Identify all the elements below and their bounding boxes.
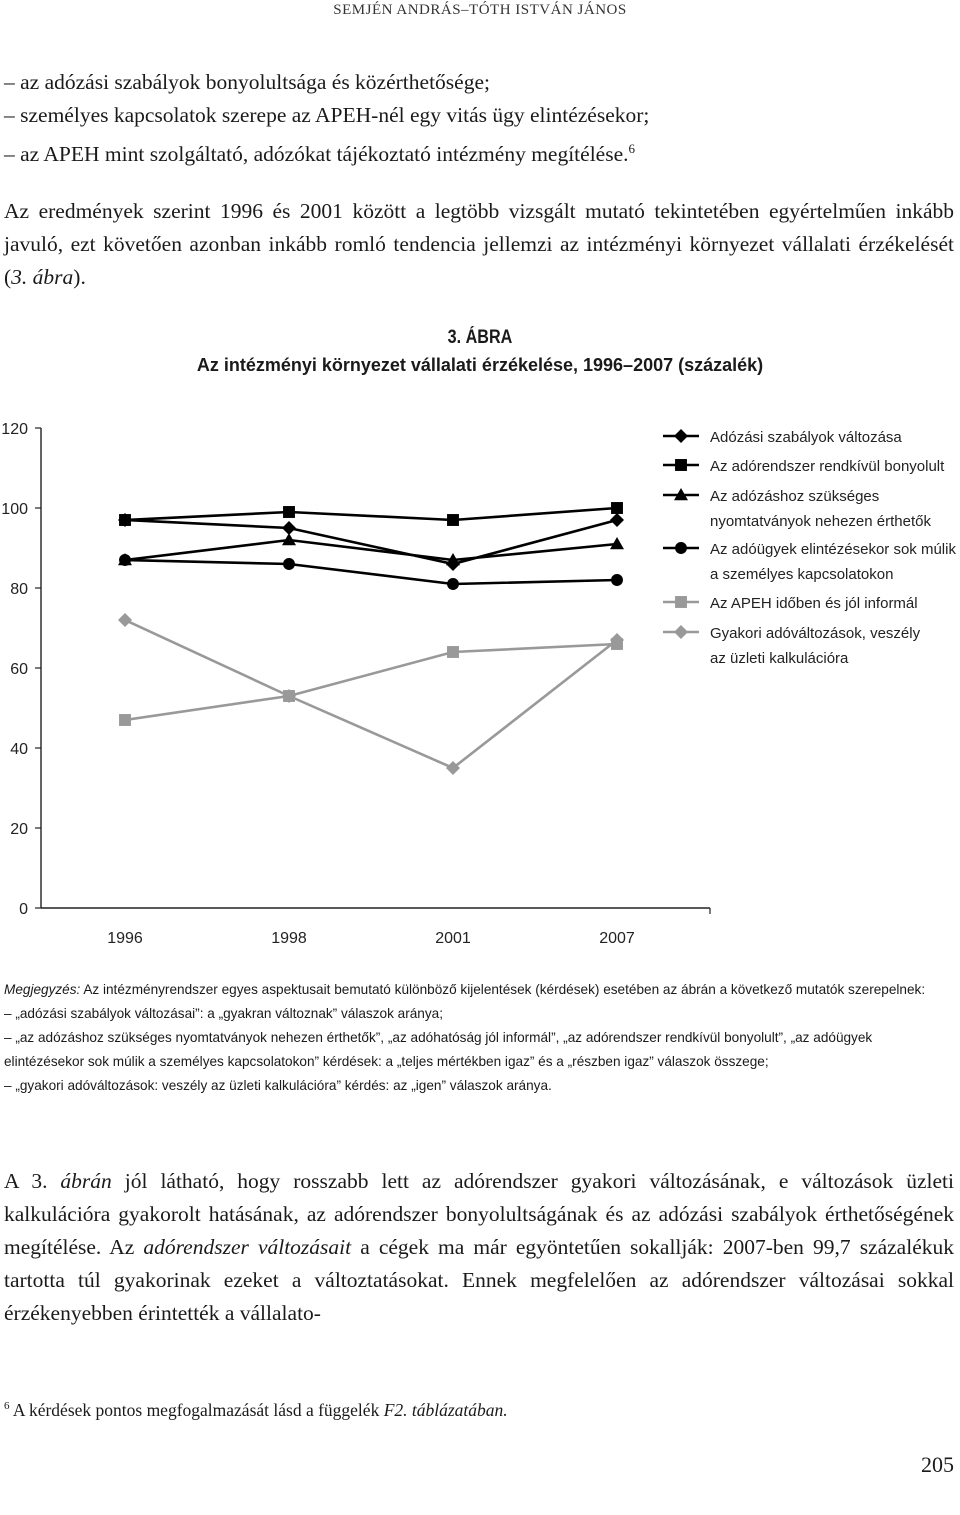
figure-label: 3. ÁBRA	[447, 327, 513, 348]
data-point-square	[447, 514, 459, 526]
data-point-square	[447, 646, 459, 658]
note-line	[4, 978, 954, 1002]
figure-title: Az intézményi környezet vállalati érzékelése, 1996–2007 (százalék)	[196, 355, 764, 375]
y-tick-label: 40	[10, 741, 28, 758]
data-point-diamond	[118, 613, 132, 627]
data-point-triangle	[610, 537, 624, 549]
emphasis: adórendszer változásait	[143, 1235, 352, 1259]
paragraph-text: jól látható, hogy rosszabb lett az adórendszer gyakori változásának, e változások üzleti kalkulációra gyakorolt hatásának, az adórendszer bonyolultságának és az adózási szabályok érthetőségének megítélése. Az	[4, 1169, 955, 1259]
legend-label: Az adórendszer rendkívül bonyolult	[710, 458, 945, 475]
bullet-text: – az APEH mint szolgáltató, adózókat tájékoztató intézmény megítélése.	[4, 142, 629, 167]
data-point-diamond	[610, 513, 624, 527]
y-tick-label: 0	[19, 901, 28, 918]
legend-label: Adózási szabályok változása	[710, 429, 902, 446]
legend-label: Gyakori adóváltozások, veszély	[710, 625, 921, 642]
note-line: elintézésekor sok múlik a személyes kapcsolatokon” kérdések: a „teljes mértékben igaz” és a „részben igaz” válaszok összege;	[4, 1054, 769, 1069]
series-line	[125, 540, 617, 560]
paragraph-text: A 3.	[4, 1169, 61, 1193]
figure-note	[4, 978, 954, 1098]
legend-label: Az adóügyek elintézésekor sok múlik	[710, 541, 956, 558]
paragraph-text: Az eredmények szerint 1996 és 2001 között a legtöbb vizsgált mutató tekintetében egyértelműen inkább javuló, ezt követően azonban inkább romló tendencia jellemzi az intézményi környezet vállalati érzékelését (	[4, 199, 954, 289]
x-tick-label: 2001	[435, 930, 471, 947]
data-point-square	[119, 714, 131, 726]
data-point-square	[119, 514, 131, 526]
series-line	[125, 620, 617, 768]
figure-reference: 3. ábra	[11, 265, 74, 289]
data-point-diamond	[282, 521, 296, 535]
y-tick-label: 80	[10, 581, 28, 598]
note-text: Az intézményrendszer egyes aspektusait bemutató különböző kijelentések (kérdések) esetében az ábrán a következő mutatók szerepelnek:	[80, 982, 926, 997]
legend-label: nyomtatványok nehezen érthetők	[710, 513, 931, 530]
paragraph	[4, 195, 954, 294]
bullet-item: – személyes kapcsolatok szerepe az APEH-nél egy vitás ügy elintézésekor;	[4, 103, 650, 127]
bullet-item: – az adózási szabályok bonyolultsága és közérthetősége;	[4, 70, 490, 94]
data-point-circle	[611, 574, 623, 586]
data-point-circle	[119, 554, 131, 566]
paragraph-end: ).	[73, 265, 86, 289]
bullet-list	[4, 66, 954, 171]
y-tick-label: 120	[1, 421, 28, 438]
x-tick-label: 2007	[599, 930, 635, 947]
x-tick-label: 1998	[271, 930, 307, 947]
data-point-diamond	[674, 429, 688, 443]
footnote-number: 6	[4, 1400, 10, 1413]
data-point-square	[611, 502, 623, 514]
page-number: 205	[921, 1452, 954, 1477]
legend-label: Az adózáshoz szükséges	[710, 488, 880, 505]
data-point-triangle	[282, 533, 296, 545]
series-line	[125, 560, 617, 584]
footnote-ref: 6	[628, 141, 635, 156]
line-chart	[0, 405, 960, 965]
y-tick-label: 100	[1, 501, 28, 518]
figure-reference: ábrán	[60, 1169, 112, 1193]
footnote-reference: F2. táblázatában.	[383, 1400, 508, 1420]
paragraph-text: a cégek ma már egyöntetűen sokallják: 2007-ben 99,7 százalékuk tartotta túl gyakorinak ezeket a változtatásokat. Ennek megfelelően az adórendszer változásai sokkal érzékenyebben érintették a vállalato-	[4, 1235, 954, 1325]
y-tick-label: 60	[10, 661, 28, 678]
y-tick-label: 20	[10, 821, 28, 838]
bullet-item	[4, 132, 954, 171]
series-line	[125, 508, 617, 520]
data-point-diamond	[674, 625, 688, 639]
note-line: – „adózási szabályok változásai”: a „gyakran változnak” válaszok aránya;	[4, 1006, 443, 1021]
footnote-text: A kérdések pontos megfogalmazását lásd a függelék	[9, 1400, 384, 1420]
legend-label: az üzleti kalkulációra	[710, 650, 849, 667]
footnote	[4, 1400, 508, 1421]
legend-label: Az APEH időben és jól informál	[710, 595, 918, 612]
running-header: SEMJÉN ANDRÁS–TÓTH ISTVÁN JÁNOS	[333, 2, 627, 18]
note-line: – „gyakori adóváltozások: veszély az üzleti kalkulációra” kérdés: az „igen” válaszok aránya.	[4, 1078, 552, 1093]
data-point-square	[283, 506, 295, 518]
paragraph	[4, 1165, 954, 1330]
legend-label: a személyes kapcsolatokon	[710, 566, 894, 583]
data-point-circle	[283, 558, 295, 570]
data-point-square	[675, 596, 687, 608]
x-tick-label: 1996	[107, 930, 143, 947]
data-point-square	[675, 459, 687, 471]
series-line	[125, 520, 617, 564]
data-point-circle	[447, 578, 459, 590]
data-point-circle	[675, 542, 687, 554]
note-line: – „az adózáshoz szükséges nyomtatványok nehezen érthetők”, „az adóhatóság jól informál”, „az adórendszer rendkívül bonyolult”, „az adóügyek	[4, 1030, 873, 1045]
note-lead: Megjegyzés:	[4, 982, 81, 997]
